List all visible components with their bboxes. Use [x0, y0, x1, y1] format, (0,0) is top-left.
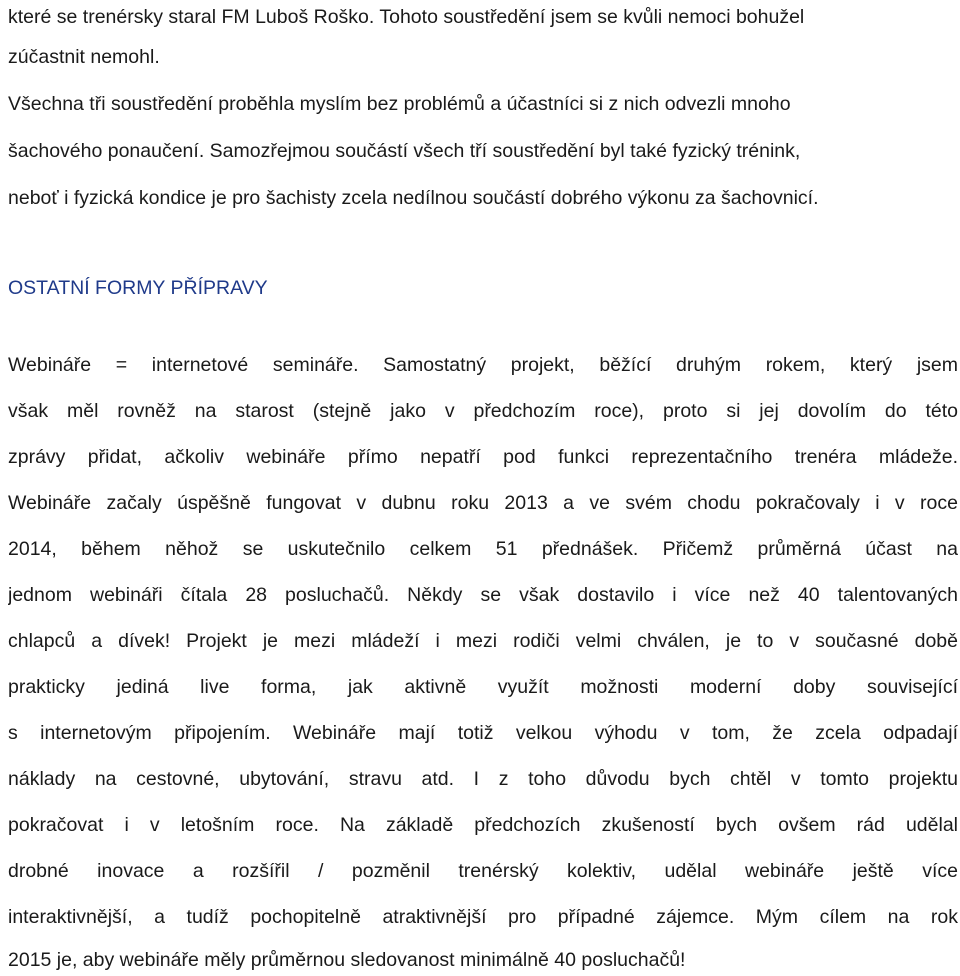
paragraph-line: Webináře = internetové semináře. Samostatný projekt, běžící druhým rokem, který jsem [8, 354, 958, 376]
text-line: zúčastnit nemohl. [8, 46, 160, 68]
paragraph-line: 2014, během něhož se uskutečnilo celkem 51 přednášek. Přičemž průměrná účast na [8, 538, 958, 560]
paragraph-line: však měl rovněž na starost (stejně jako v předchozím roce), proto si jej dovolím do této [8, 400, 958, 422]
text-line: Všechna tři soustředění proběhla myslím bez problémů a účastníci si z nich odvezli mnoho [8, 93, 791, 115]
paragraph-line: náklady na cestovné, ubytování, stravu atd. I z toho důvodu bych chtěl v tomto projektu [8, 768, 958, 790]
text-line: které se trenérsky staral FM Luboš Roško. Tohoto soustředění jsem se kvůli nemoci bohužel [8, 6, 805, 28]
paragraph-line: jednom webináři čítala 28 posluchačů. Někdy se však dostavilo i více než 40 talentovaných [8, 584, 958, 606]
paragraph-line: drobné inovace a rozšířil / pozměnil trenérský kolektiv, udělal webináře ještě více [8, 860, 958, 882]
section-heading: OSTATNÍ FORMY PŘÍPRAVY [8, 277, 268, 299]
paragraph-line: s internetovým připojením. Webináře mají totiž velkou výhodu v tom, že zcela odpadají [8, 722, 958, 744]
text-line: neboť i fyzická kondice je pro šachisty zcela nedílnou součástí dobrého výkonu za šachovnicí. [8, 187, 819, 209]
paragraph-line: pokračovat i v letošním roce. Na základě předchozích zkušeností bych ovšem rád udělal [8, 814, 958, 836]
paragraph-line: zprávy přidat, ačkoliv webináře přímo nepatří pod funkci reprezentačního trenéra mládeže. [8, 446, 958, 468]
paragraph-line: prakticky jediná live forma, jak aktivně využít možnosti moderní doby související [8, 676, 958, 698]
text-line: šachového ponaučení. Samozřejmou součástí všech tří soustředění byl také fyzický trénink, [8, 140, 801, 162]
paragraph-line: interaktivnější, a tudíž pochopitelně atraktivnější pro případné zájemce. Mým cílem na rok [8, 906, 958, 928]
paragraph-line-last: 2015 je, aby webináře měly průměrnou sledovanost minimálně 40 posluchačů! [8, 949, 686, 971]
paragraph-line: chlapců a dívek! Projekt je mezi mládeží i mezi rodiči velmi chválen, je to v současné době [8, 630, 958, 652]
paragraph-line: Webináře začaly úspěšně fungovat v dubnu roku 2013 a ve svém chodu pokračovaly i v roce [8, 492, 958, 514]
